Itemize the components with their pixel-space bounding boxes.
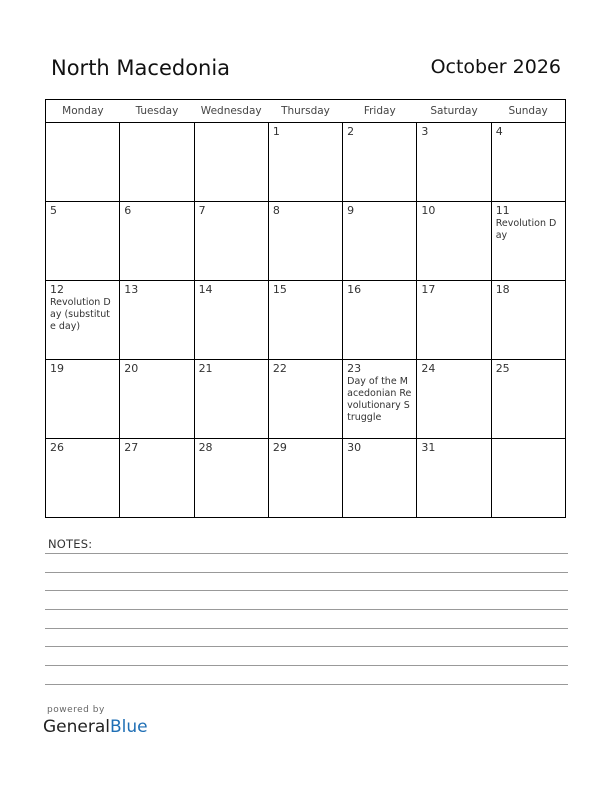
- note-line: [45, 628, 568, 629]
- day-cell: [268, 360, 342, 439]
- day-number: 15: [272, 283, 287, 296]
- day-number: 30: [347, 441, 362, 454]
- day-cell: [46, 360, 120, 439]
- week-row: [46, 439, 566, 518]
- day-cell: [343, 281, 417, 360]
- day-cell: [417, 439, 491, 518]
- weekday-header: Saturday: [417, 100, 491, 123]
- day-cell: [491, 202, 565, 281]
- weekday-header: Monday: [46, 100, 120, 123]
- day-number: 11: [495, 204, 510, 217]
- holiday-label: Day of the Macedonian Revolutionary Struggle: [347, 376, 412, 423]
- day-number: 14: [198, 283, 213, 296]
- day-number: 12: [50, 283, 64, 296]
- day-cell: [120, 281, 194, 360]
- day-number: 9: [347, 204, 355, 217]
- week-row: [46, 360, 566, 439]
- day-cell: [343, 360, 417, 439]
- note-line: [45, 590, 568, 591]
- day-number: 8: [272, 204, 280, 217]
- day-cell: [268, 202, 342, 281]
- holiday-label: Revolution Day: [495, 218, 557, 241]
- day-cell: [417, 281, 491, 360]
- brand-blue: Blue: [110, 717, 148, 737]
- day-cell: [46, 281, 120, 360]
- day-cell: [194, 439, 268, 518]
- powered-by-text: powered by: [47, 705, 105, 715]
- day-number: 29: [272, 441, 287, 454]
- weekday-header: Sunday: [491, 100, 565, 123]
- weekday-header-row: [46, 100, 566, 123]
- day-number: 22: [272, 362, 287, 375]
- day-cell: [268, 123, 342, 202]
- day-cell: [194, 123, 268, 202]
- month-year-title: October 2026: [430, 56, 561, 78]
- day-number: 7: [198, 204, 206, 217]
- holiday-label: Revolution Day (substitute day): [50, 297, 111, 332]
- day-number: 3: [421, 125, 429, 138]
- day-cell: [343, 439, 417, 518]
- day-number: 1: [272, 125, 280, 138]
- brand-logo: [43, 717, 148, 737]
- day-number: 17: [421, 283, 436, 296]
- day-cell: [491, 360, 565, 439]
- note-line: [45, 684, 568, 685]
- country-title: North Macedonia: [51, 56, 231, 80]
- day-number: 26: [50, 441, 64, 454]
- day-cell: [417, 360, 491, 439]
- day-cell: [120, 360, 194, 439]
- day-number: 24: [421, 362, 436, 375]
- note-line: [45, 665, 568, 666]
- day-cell: [46, 202, 120, 281]
- day-cell: [120, 123, 194, 202]
- week-row: [46, 281, 566, 360]
- note-line: [45, 572, 568, 573]
- day-cell: [194, 202, 268, 281]
- weekday-header: Thursday: [268, 100, 342, 123]
- day-number: 25: [495, 362, 510, 375]
- day-number: 19: [50, 362, 64, 375]
- day-cell: [491, 281, 565, 360]
- day-number: 23: [347, 362, 362, 375]
- week-row: [46, 202, 566, 281]
- day-cell: [120, 439, 194, 518]
- day-number: 28: [198, 441, 213, 454]
- week-row: [46, 123, 566, 202]
- note-line: [45, 609, 568, 610]
- day-number: 4: [495, 125, 503, 138]
- day-number: 18: [495, 283, 510, 296]
- weekday-header: Tuesday: [120, 100, 194, 123]
- day-number: 2: [347, 125, 355, 138]
- day-cell: [194, 281, 268, 360]
- day-cell: [491, 439, 565, 518]
- day-cell: [343, 202, 417, 281]
- weekday-header: Friday: [343, 100, 417, 123]
- day-cell: [268, 439, 342, 518]
- note-line: [45, 646, 568, 647]
- day-number: 27: [124, 441, 139, 454]
- day-number: 13: [124, 283, 139, 296]
- day-cell: [194, 360, 268, 439]
- calendar-grid: [45, 99, 566, 518]
- day-number: 16: [347, 283, 362, 296]
- day-cell: [417, 202, 491, 281]
- day-cell: [491, 123, 565, 202]
- day-number: 10: [421, 204, 436, 217]
- notes-label: NOTES:: [48, 537, 93, 551]
- day-number: 31: [421, 441, 436, 454]
- note-line: [45, 553, 568, 554]
- day-number: 5: [50, 204, 57, 217]
- day-cell: [417, 123, 491, 202]
- day-cell: [46, 439, 120, 518]
- day-number: 21: [198, 362, 213, 375]
- brand-general: General: [43, 717, 110, 737]
- weekday-header: Wednesday: [194, 100, 268, 123]
- day-number: 20: [124, 362, 139, 375]
- day-cell: [268, 281, 342, 360]
- day-cell: [120, 202, 194, 281]
- day-cell: [343, 123, 417, 202]
- day-number: 6: [124, 204, 132, 217]
- day-cell: [46, 123, 120, 202]
